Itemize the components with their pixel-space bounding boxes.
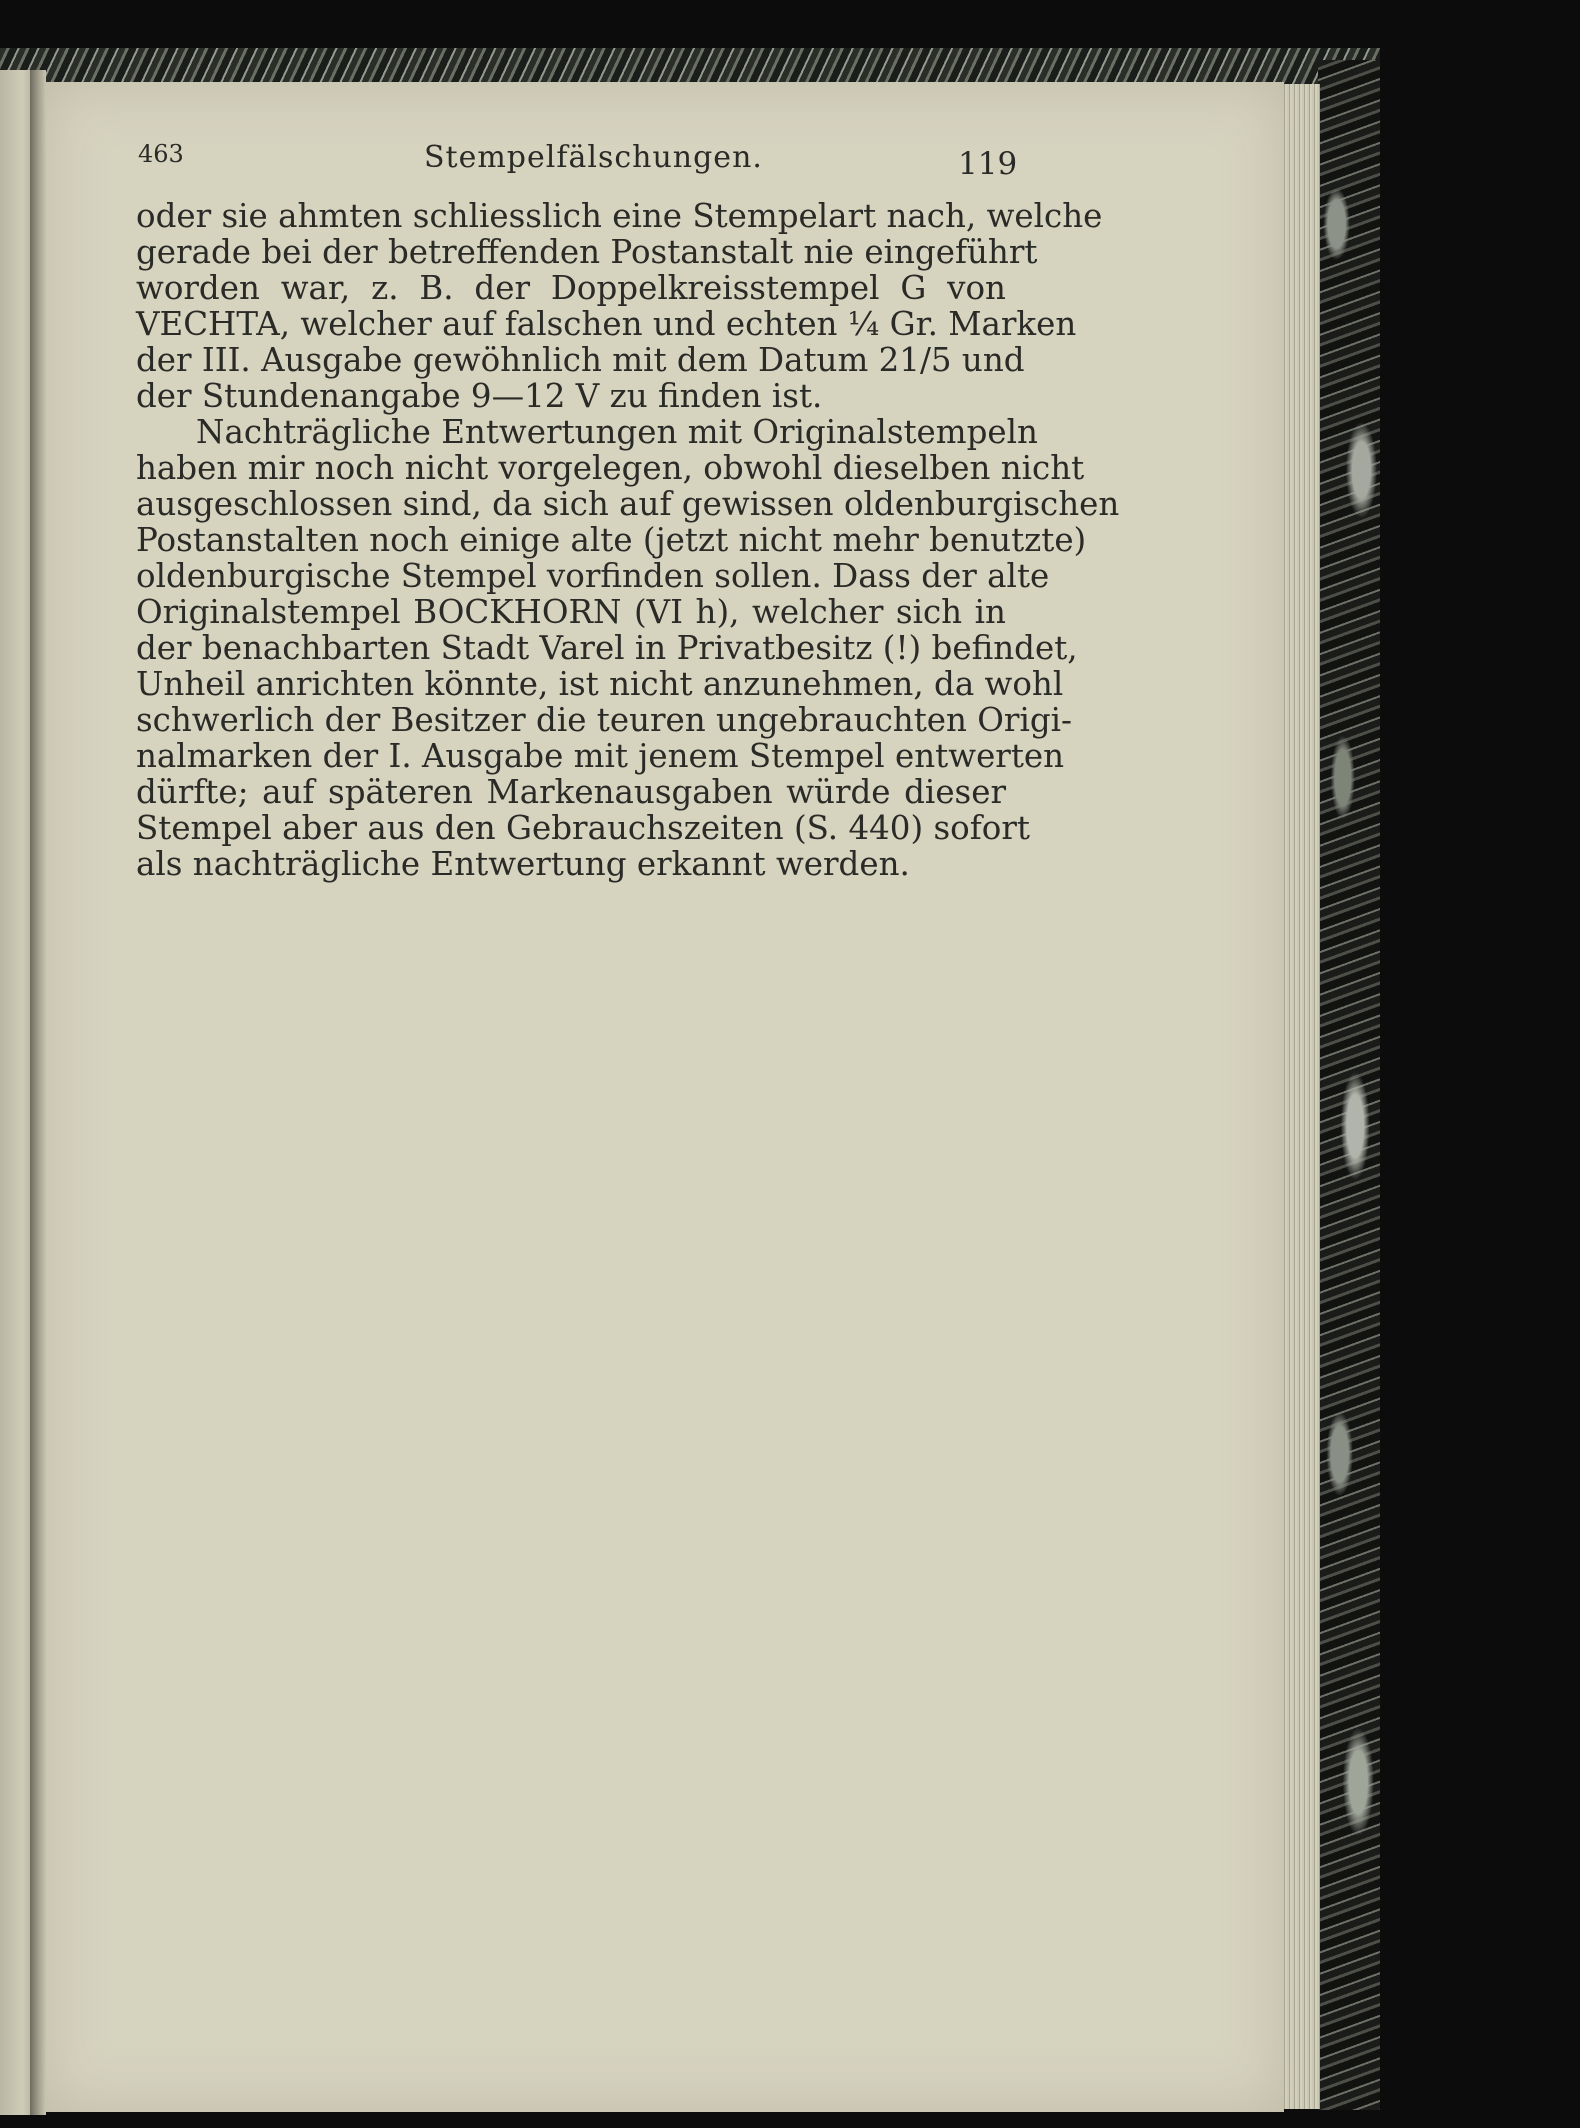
text-line: oldenburgische Stempel vorfinden sollen. Dass der alte: [136, 557, 1050, 595]
page-number: 119: [958, 146, 1018, 182]
text-line: Originalstempel BOCKHORN (VI h), welcher sich in: [136, 593, 1006, 631]
marginal-page-number: 463: [138, 140, 184, 168]
text-line: der III. Ausgabe gewöhnlich mit dem Datum 21/5 und: [136, 341, 1025, 379]
text-line: nalmarken der I. Ausgabe mit jenem Stempel entwerten: [136, 737, 1065, 775]
text-line: schwerlich der Besitzer die teuren ungebrauchten Origi-: [136, 701, 1073, 739]
text-line: oder sie ahmten schliesslich eine Stempelart nach, welche: [136, 197, 1103, 235]
text-line: Stempel aber aus den Gebrauchszeiten (S. 440) sofort: [136, 809, 1030, 847]
text-line: Unheil anrichten könnte, ist nicht anzunehmen, da wohl: [136, 665, 1064, 703]
text-line: haben mir noch nicht vorgelegen, obwohl dieselben nicht: [136, 449, 1085, 487]
text-line: Postanstalten noch einige alte (jetzt nicht mehr benutzte): [136, 521, 1087, 559]
text-line: als nachträgliche Entwertung erkannt werden.: [136, 845, 910, 883]
text-line: der Stundenangabe 9—12 V zu finden ist.: [136, 377, 823, 415]
text-line: ausgeschlossen sind, da sich auf gewissen oldenburgischen: [136, 485, 1120, 523]
running-title: Stempelfälschungen.: [424, 140, 763, 175]
text-line: gerade bei der betreffenden Postanstalt nie eingeführt: [136, 233, 1038, 271]
text-line: worden war, z. B. der Doppelkreisstempel G von: [136, 269, 1006, 307]
text-line: Nachträgliche Entwertungen mit Originalstempeln: [196, 413, 1038, 451]
text-line: VECHTA, welcher auf falschen und echten ¼ Gr. Marken: [136, 305, 1077, 343]
text-line: dürfte; auf späteren Markenausgaben würde dieser: [136, 773, 1006, 811]
text-line: der benachbarten Stadt Varel in Privatbesitz (!) befindet,: [136, 629, 1078, 667]
